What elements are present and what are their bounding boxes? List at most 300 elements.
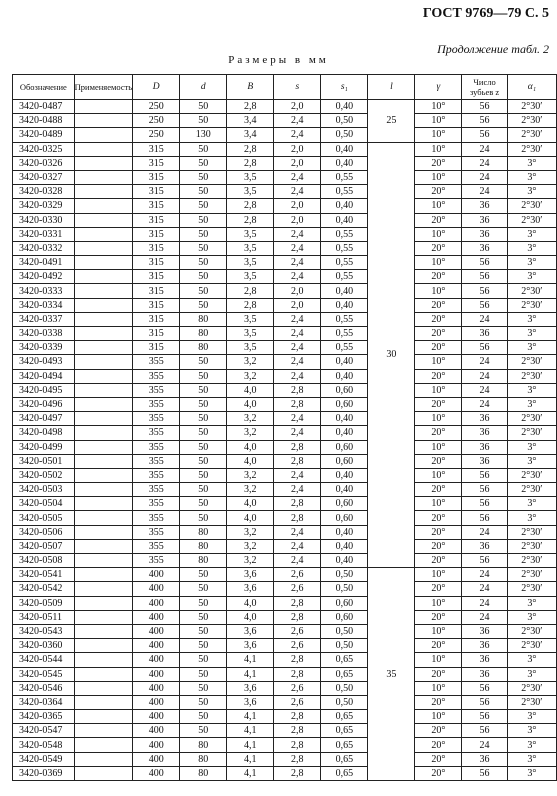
table-cell: 315 xyxy=(133,327,180,341)
table-cell: 3,2 xyxy=(227,369,274,383)
table-cell: 50 xyxy=(180,114,227,128)
table-cell xyxy=(74,454,133,468)
table-row xyxy=(13,695,557,709)
table-cell: 2,8 xyxy=(274,710,321,724)
table-cell: 2°30′ xyxy=(507,624,556,638)
table-cell: 0,40 xyxy=(321,213,368,227)
table-header-row xyxy=(13,75,557,100)
table-cell: 36 xyxy=(462,667,507,681)
table-cell: 3° xyxy=(507,227,556,241)
table-cell: 50 xyxy=(180,511,227,525)
table-cell: 315 xyxy=(133,256,180,270)
table-cell xyxy=(74,624,133,638)
table-cell: 50 xyxy=(180,483,227,497)
table-row xyxy=(13,397,557,411)
table-cell: 2,8 xyxy=(274,596,321,610)
table-cell: 2,8 xyxy=(274,383,321,397)
table-cell: 3,4 xyxy=(227,128,274,142)
table-cell: 3° xyxy=(507,241,556,255)
table-cell: 36 xyxy=(462,426,507,440)
table-cell: 10° xyxy=(415,710,462,724)
table-cell: 2,0 xyxy=(274,284,321,298)
table-cell: 3,2 xyxy=(227,483,274,497)
table-cell: 250 xyxy=(133,100,180,114)
table-cell: 20° xyxy=(415,156,462,170)
table-cell: 3420-0511 xyxy=(13,610,75,624)
table-cell: 50 xyxy=(180,695,227,709)
table-cell: 2,0 xyxy=(274,142,321,156)
table-cell: 50 xyxy=(180,710,227,724)
table-cell: 50 xyxy=(180,440,227,454)
table-row xyxy=(13,383,557,397)
table-cell: 4,0 xyxy=(227,511,274,525)
table-row xyxy=(13,497,557,511)
table-cell: 3,6 xyxy=(227,681,274,695)
table-cell: 3,2 xyxy=(227,468,274,482)
column-header: s xyxy=(274,75,321,100)
table-cell: 2°30′ xyxy=(507,639,556,653)
table-cell: 4,1 xyxy=(227,738,274,752)
table-cell: 80 xyxy=(180,525,227,539)
table-cell: 2°30′ xyxy=(507,539,556,553)
table-cell: 2,6 xyxy=(274,681,321,695)
table-cell: 3420-0489 xyxy=(13,128,75,142)
table-cell: 20° xyxy=(415,241,462,255)
table-cell: 2,4 xyxy=(274,327,321,341)
table-cell: 2,8 xyxy=(227,199,274,213)
table-cell: 10° xyxy=(415,497,462,511)
table-cell: 3420-0492 xyxy=(13,270,75,284)
table-cell: 2,6 xyxy=(274,568,321,582)
table-cell: 2,4 xyxy=(274,312,321,326)
table-cell: 2,6 xyxy=(274,639,321,653)
table-cell: 2,8 xyxy=(274,667,321,681)
table-cell: 400 xyxy=(133,710,180,724)
table-cell: 80 xyxy=(180,312,227,326)
table-cell: 3° xyxy=(507,156,556,170)
table-cell: 3420-0502 xyxy=(13,468,75,482)
table-cell: 2,4 xyxy=(274,483,321,497)
standard-header: ГОСТ 9769—79 С. 5 xyxy=(422,6,549,21)
table-cell: 315 xyxy=(133,284,180,298)
table-cell: 2,0 xyxy=(274,100,321,114)
table-cell: 2,6 xyxy=(274,582,321,596)
table-row xyxy=(13,100,557,114)
table-cell: 3420-0337 xyxy=(13,312,75,326)
table-cell xyxy=(74,695,133,709)
table-cell xyxy=(74,114,133,128)
table-cell: 56 xyxy=(462,724,507,738)
table-cell: 2,8 xyxy=(274,653,321,667)
table-cell: 2,8 xyxy=(274,610,321,624)
table-cell: 2°30′ xyxy=(507,213,556,227)
table-cell xyxy=(74,525,133,539)
table-cell: 0,60 xyxy=(321,397,368,411)
table-row xyxy=(13,738,557,752)
table-cell: 0,55 xyxy=(321,270,368,284)
table-cell xyxy=(74,284,133,298)
table-cell xyxy=(74,199,133,213)
table-cell: 3,2 xyxy=(227,539,274,553)
table-cell: 355 xyxy=(133,497,180,511)
table-cell: 2,4 xyxy=(274,525,321,539)
table-cell: 0,65 xyxy=(321,738,368,752)
table-cell: 0,65 xyxy=(321,667,368,681)
table-cell: 3420-0325 xyxy=(13,142,75,156)
table-cell: 20° xyxy=(415,213,462,227)
table-cell: 2°30′ xyxy=(507,483,556,497)
column-header: α₁ xyxy=(507,75,556,100)
table-cell: 56 xyxy=(462,298,507,312)
table-row xyxy=(13,199,557,213)
table-cell xyxy=(74,497,133,511)
table-cell xyxy=(74,639,133,653)
table-cell xyxy=(74,341,133,355)
table-row xyxy=(13,639,557,653)
table-cell: 36 xyxy=(462,241,507,255)
table-cell: 2,4 xyxy=(274,554,321,568)
table-cell: 50 xyxy=(180,142,227,156)
table-row xyxy=(13,468,557,482)
table-cell: 50 xyxy=(180,185,227,199)
table-cell: 50 xyxy=(180,241,227,255)
table-cell: 3420-0499 xyxy=(13,440,75,454)
table-cell: 0,40 xyxy=(321,525,368,539)
table-cell: 3,6 xyxy=(227,624,274,638)
table-cell: 4,1 xyxy=(227,653,274,667)
table-cell: 50 xyxy=(180,624,227,638)
table-cell: 3° xyxy=(507,185,556,199)
table-cell: 2,6 xyxy=(274,695,321,709)
table-cell xyxy=(74,724,133,738)
table-cell xyxy=(74,355,133,369)
table-row xyxy=(13,227,557,241)
table-cell: 0,40 xyxy=(321,426,368,440)
table-cell: 0,50 xyxy=(321,639,368,653)
table-cell: 0,55 xyxy=(321,312,368,326)
table-cell: 10° xyxy=(415,256,462,270)
table-cell: 0,55 xyxy=(321,170,368,184)
table-cell: 3420-0330 xyxy=(13,213,75,227)
table-cell xyxy=(74,397,133,411)
table-cell: 2°30′ xyxy=(507,298,556,312)
table-cell: 400 xyxy=(133,582,180,596)
table-cell: 3420-0542 xyxy=(13,582,75,596)
table-cell: 3420-0547 xyxy=(13,724,75,738)
table-cell: 56 xyxy=(462,681,507,695)
table-cell: 0,40 xyxy=(321,483,368,497)
table-cell: 3° xyxy=(507,653,556,667)
table-cell: 2,4 xyxy=(274,369,321,383)
table-cell: 56 xyxy=(462,497,507,511)
table-cell: 20° xyxy=(415,639,462,653)
table-cell: 0,55 xyxy=(321,256,368,270)
table-cell: 3420-0504 xyxy=(13,497,75,511)
table-cell: 24 xyxy=(462,170,507,184)
table-row xyxy=(13,582,557,596)
table-cell: 0,40 xyxy=(321,412,368,426)
table-cell: 315 xyxy=(133,185,180,199)
table-cell: 0,60 xyxy=(321,596,368,610)
table-cell: 10° xyxy=(415,596,462,610)
table-cell xyxy=(74,426,133,440)
table-row xyxy=(13,525,557,539)
table-cell xyxy=(74,156,133,170)
table-cell: 3420-0505 xyxy=(13,511,75,525)
table-cell: 50 xyxy=(180,610,227,624)
table-cell: 0,55 xyxy=(321,185,368,199)
table-cell: 355 xyxy=(133,539,180,553)
table-row xyxy=(13,710,557,724)
table-cell: 2,8 xyxy=(227,284,274,298)
table-cell: 20° xyxy=(415,610,462,624)
table-cell: 355 xyxy=(133,525,180,539)
table-cell xyxy=(74,511,133,525)
table-cell: 2,4 xyxy=(274,341,321,355)
table-cell: 20° xyxy=(415,525,462,539)
table-cell: 3° xyxy=(507,738,556,752)
table-cell: 36 xyxy=(462,327,507,341)
table-cell: 24 xyxy=(462,610,507,624)
table-cell: 3,6 xyxy=(227,639,274,653)
table-row xyxy=(13,341,557,355)
table-cell: 0,40 xyxy=(321,142,368,156)
table-cell: 4,1 xyxy=(227,667,274,681)
table-cell xyxy=(74,327,133,341)
table-cell: 50 xyxy=(180,170,227,184)
table-cell: 20° xyxy=(415,397,462,411)
table-row xyxy=(13,327,557,341)
table-cell: 3° xyxy=(507,327,556,341)
table-cell: 2,8 xyxy=(274,724,321,738)
table-cell: 2°30′ xyxy=(507,695,556,709)
table-cell: 50 xyxy=(180,355,227,369)
table-cell: 36 xyxy=(462,653,507,667)
table-cell: 3420-0507 xyxy=(13,539,75,553)
table-cell: 2,4 xyxy=(274,412,321,426)
table-cell: 400 xyxy=(133,695,180,709)
table-row xyxy=(13,213,557,227)
table-cell: 0,55 xyxy=(321,327,368,341)
table-cell: 0,65 xyxy=(321,766,368,780)
table-cell: 4,1 xyxy=(227,724,274,738)
table-cell: 3420-0326 xyxy=(13,156,75,170)
column-header: Число зубьев z xyxy=(462,75,507,100)
table-cell: 315 xyxy=(133,270,180,284)
table-cell: 25 xyxy=(368,100,415,143)
table-cell: 2°30′ xyxy=(507,142,556,156)
table-cell xyxy=(74,227,133,241)
table-cell: 0,65 xyxy=(321,710,368,724)
table-cell: 2,8 xyxy=(274,397,321,411)
table-cell: 3,6 xyxy=(227,695,274,709)
table-cell: 3420-0338 xyxy=(13,327,75,341)
table-cell: 2,8 xyxy=(227,100,274,114)
table-cell: 400 xyxy=(133,724,180,738)
table-cell: 400 xyxy=(133,681,180,695)
table-cell: 3° xyxy=(507,766,556,780)
table-row xyxy=(13,624,557,638)
table-cell: 24 xyxy=(462,582,507,596)
table-cell: 2,8 xyxy=(227,213,274,227)
table-cell: 56 xyxy=(462,270,507,284)
table-cell: 3° xyxy=(507,397,556,411)
table-cell: 36 xyxy=(462,199,507,213)
table-row xyxy=(13,539,557,553)
table-row xyxy=(13,511,557,525)
table-cell: 50 xyxy=(180,298,227,312)
table-cell: 315 xyxy=(133,142,180,156)
table-cell: 3420-0364 xyxy=(13,695,75,709)
table-cell: 3420-0332 xyxy=(13,241,75,255)
table-cell: 20° xyxy=(415,766,462,780)
table-cell: 2,4 xyxy=(274,256,321,270)
table-cell: 3420-0503 xyxy=(13,483,75,497)
table-cell: 0,50 xyxy=(321,624,368,638)
table-cell: 2,8 xyxy=(274,738,321,752)
table-cell: 10° xyxy=(415,199,462,213)
table-cell: 20° xyxy=(415,539,462,553)
table-cell: 2,4 xyxy=(274,468,321,482)
table-cell: 3,2 xyxy=(227,426,274,440)
table-row xyxy=(13,568,557,582)
table-row xyxy=(13,185,557,199)
table-cell: 315 xyxy=(133,298,180,312)
table-cell: 20° xyxy=(415,369,462,383)
table-cell: 56 xyxy=(462,554,507,568)
table-cell: 50 xyxy=(180,213,227,227)
table-row xyxy=(13,270,557,284)
table-cell xyxy=(74,213,133,227)
table-cell: 56 xyxy=(462,114,507,128)
table-cell: 2,4 xyxy=(274,270,321,284)
table-row xyxy=(13,426,557,440)
table-cell: 56 xyxy=(462,128,507,142)
table-cell: 10° xyxy=(415,681,462,695)
table-cell: 24 xyxy=(462,142,507,156)
table-cell: 2,6 xyxy=(274,624,321,638)
table-cell: 0,65 xyxy=(321,653,368,667)
table-cell: 355 xyxy=(133,554,180,568)
table-cell: 56 xyxy=(462,468,507,482)
table-cell: 3420-0491 xyxy=(13,256,75,270)
table-cell: 3420-0548 xyxy=(13,738,75,752)
table-cell: 4,0 xyxy=(227,610,274,624)
table-cell: 355 xyxy=(133,355,180,369)
table-cell: 4,0 xyxy=(227,596,274,610)
table-cell: 2°30′ xyxy=(507,128,556,142)
table-cell: 3,5 xyxy=(227,256,274,270)
table-cell: 2,4 xyxy=(274,114,321,128)
table-cell: 3° xyxy=(507,710,556,724)
table-cell: 2°30′ xyxy=(507,284,556,298)
table-cell xyxy=(74,610,133,624)
table-cell: 50 xyxy=(180,596,227,610)
table-cell: 2°30′ xyxy=(507,426,556,440)
table-cell: 20° xyxy=(415,270,462,284)
table-row xyxy=(13,653,557,667)
table-cell: 20° xyxy=(415,695,462,709)
table-cell: 400 xyxy=(133,766,180,780)
table-cell xyxy=(74,142,133,156)
table-cell: 2,8 xyxy=(227,142,274,156)
table-cell: 20° xyxy=(415,752,462,766)
table-cell: 24 xyxy=(462,596,507,610)
table-cell: 400 xyxy=(133,639,180,653)
table-cell: 10° xyxy=(415,355,462,369)
table-cell: 3420-0508 xyxy=(13,554,75,568)
table-cell: 3420-0334 xyxy=(13,298,75,312)
table-cell: 3,5 xyxy=(227,312,274,326)
table-cell xyxy=(74,539,133,553)
table-cell: 3,5 xyxy=(227,185,274,199)
table-cell: 0,50 xyxy=(321,568,368,582)
table-cell xyxy=(74,270,133,284)
table-cell: 3° xyxy=(507,170,556,184)
table-cell: 36 xyxy=(462,213,507,227)
table-cell: 0,60 xyxy=(321,383,368,397)
table-cell: 10° xyxy=(415,114,462,128)
table-cell: 315 xyxy=(133,199,180,213)
table-cell: 3,6 xyxy=(227,568,274,582)
table-cell: 2°30′ xyxy=(507,582,556,596)
table-cell: 400 xyxy=(133,667,180,681)
table-cell: 0,65 xyxy=(321,724,368,738)
table-cell: 2,8 xyxy=(274,454,321,468)
table-cell: 36 xyxy=(462,227,507,241)
table-cell: 3420-0493 xyxy=(13,355,75,369)
table-cell: 2°30′ xyxy=(507,355,556,369)
table-cell: 3° xyxy=(507,667,556,681)
table-row xyxy=(13,156,557,170)
table-cell: 2,4 xyxy=(274,426,321,440)
table-cell: 4,0 xyxy=(227,454,274,468)
table-cell xyxy=(74,483,133,497)
table-cell: 400 xyxy=(133,610,180,624)
column-header: Применяемость xyxy=(74,75,133,100)
table-row xyxy=(13,483,557,497)
table-cell: 4,0 xyxy=(227,383,274,397)
table-cell: 400 xyxy=(133,752,180,766)
table-cell: 50 xyxy=(180,724,227,738)
table-cell: 2,4 xyxy=(274,185,321,199)
table-cell: 3,4 xyxy=(227,114,274,128)
table-cell: 4,1 xyxy=(227,710,274,724)
table-cell: 3,6 xyxy=(227,582,274,596)
table-cell: 50 xyxy=(180,468,227,482)
table-cell xyxy=(74,412,133,426)
table-cell: 400 xyxy=(133,624,180,638)
table-cell: 50 xyxy=(180,227,227,241)
table-row xyxy=(13,241,557,255)
table-cell: 24 xyxy=(462,355,507,369)
table-cell: 355 xyxy=(133,511,180,525)
table-cell: 20° xyxy=(415,554,462,568)
table-cell xyxy=(74,710,133,724)
table-cell: 56 xyxy=(462,710,507,724)
table-cell: 20° xyxy=(415,185,462,199)
table-cell: 10° xyxy=(415,440,462,454)
table-cell: 2,8 xyxy=(227,156,274,170)
table-cell: 355 xyxy=(133,468,180,482)
table-cell: 4,1 xyxy=(227,766,274,780)
table-cell: 3° xyxy=(507,724,556,738)
table-cell xyxy=(74,681,133,695)
table-cell: 24 xyxy=(462,369,507,383)
table-cell: 36 xyxy=(462,624,507,638)
table-cell: 3,2 xyxy=(227,355,274,369)
table-row xyxy=(13,667,557,681)
